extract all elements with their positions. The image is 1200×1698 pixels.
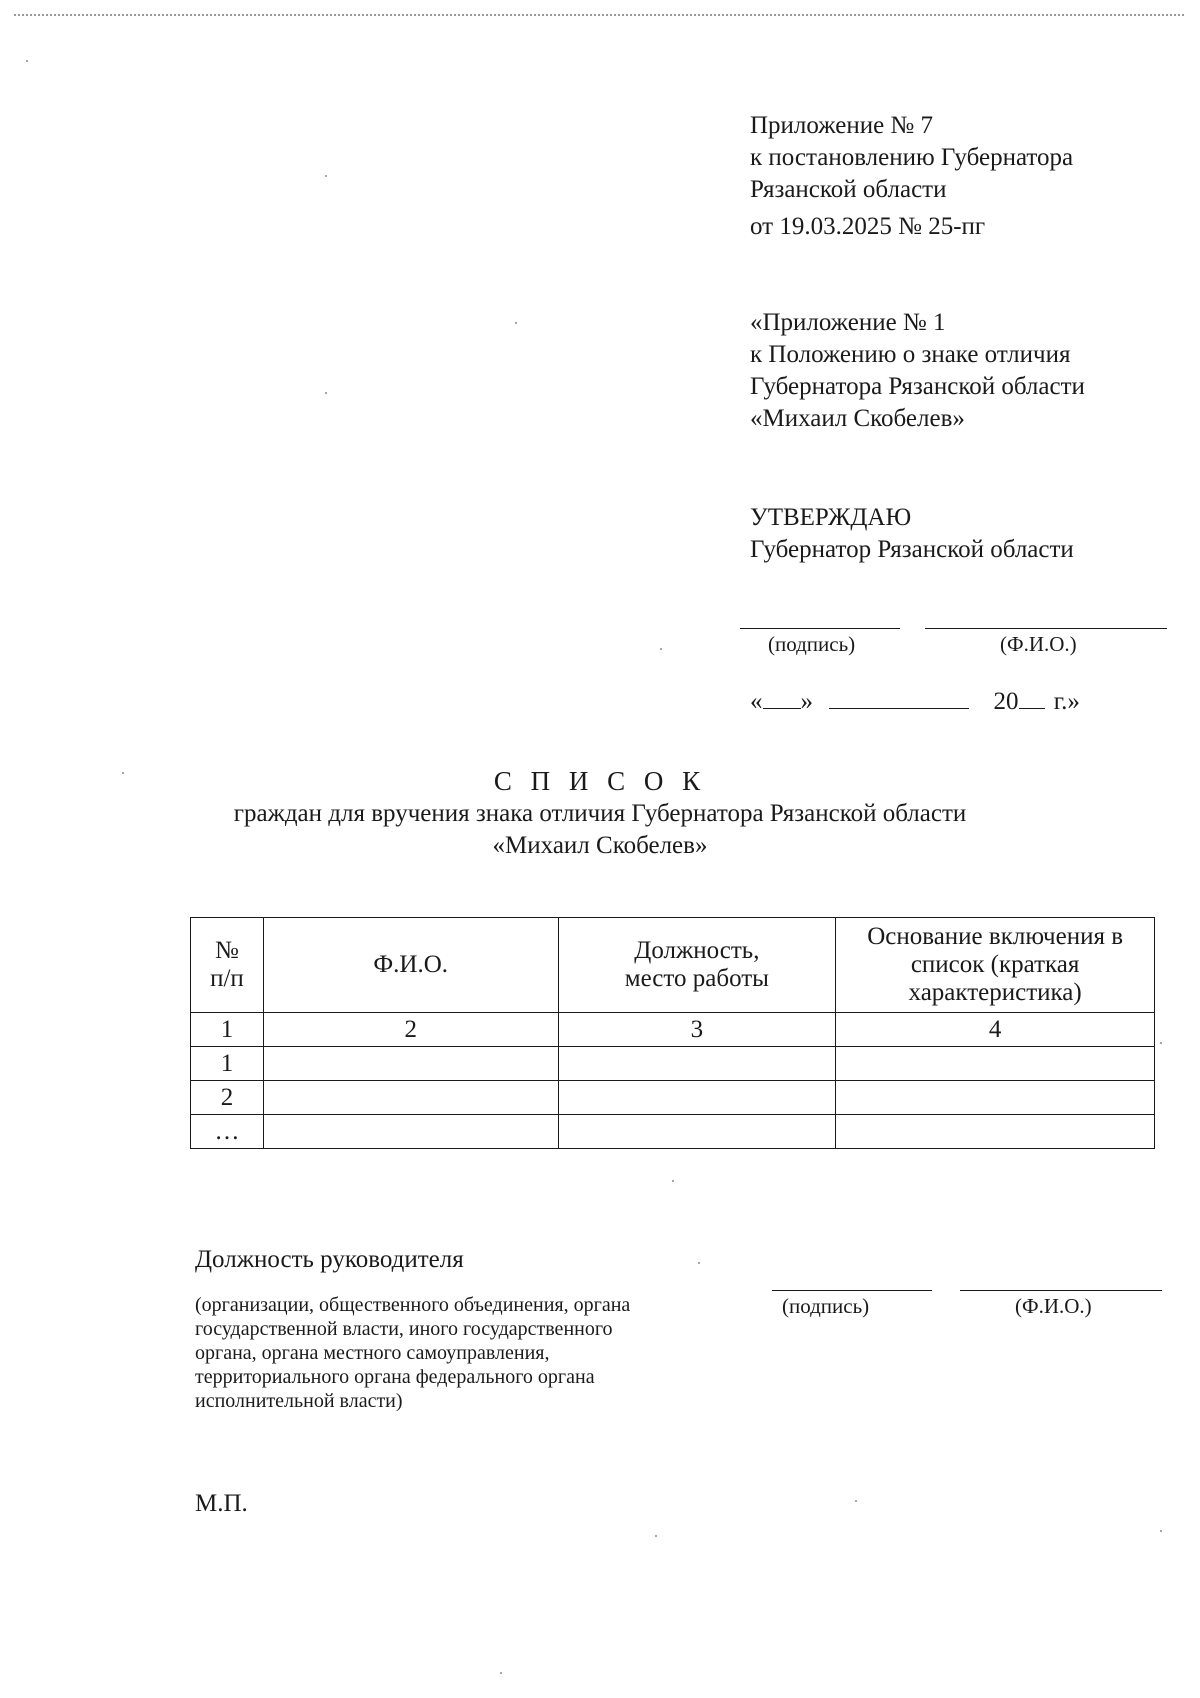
header-number-line: п/п	[210, 965, 244, 992]
column-number-cell: 3	[558, 1013, 836, 1047]
approval-block	[750, 502, 1074, 566]
scan-speck	[660, 648, 662, 650]
footer-fio-caption: (Ф.И.О.)	[1015, 1294, 1092, 1318]
date-year-blank	[1019, 686, 1045, 709]
column-number-cell: 4	[836, 1013, 1155, 1047]
column-number-cell: 2	[263, 1013, 558, 1047]
date-open-quote: «	[750, 688, 763, 715]
footer-fio-line	[960, 1290, 1162, 1291]
fio-line	[925, 628, 1167, 629]
scan-speck	[325, 392, 327, 394]
scan-speck	[672, 1180, 674, 1182]
annex-line: к Положению о знаке отличия	[750, 341, 1071, 368]
scan-speck	[500, 1672, 502, 1674]
header-basis-line: список (краткая	[910, 951, 1080, 978]
head-position-note	[195, 1293, 630, 1413]
header-position-line: Должность,	[634, 937, 760, 964]
fio-caption: (Ф.И.О.)	[1000, 632, 1077, 656]
row-number: 2	[191, 1081, 264, 1115]
recipients-table	[190, 917, 1155, 1149]
header-number-line: №	[215, 937, 239, 964]
approval-date	[750, 686, 1080, 716]
date-day-blank	[763, 686, 801, 709]
row-position-cell	[558, 1115, 836, 1149]
stamp-place: М.П.	[195, 1490, 248, 1517]
head-note-line: государственной власти, иного государственного	[195, 1318, 613, 1340]
scan-speck	[26, 60, 28, 62]
appendix-line: Рязанской области	[750, 176, 947, 203]
appendix-block	[750, 110, 1073, 243]
column-number-cell: 1	[191, 1013, 264, 1047]
date-month-blank	[829, 686, 969, 709]
date-close-quote: »	[800, 688, 813, 715]
approval-heading: УТВЕРЖДАЮ	[750, 504, 912, 531]
appendix-date-line: от 19.03.2025 № 25-пг	[750, 213, 986, 240]
row-position-cell	[558, 1081, 836, 1115]
scan-speck	[325, 175, 327, 177]
list-subtitle: «Михаил Скобелев»	[492, 832, 708, 859]
scan-speck	[515, 322, 517, 324]
appendix-line: Приложение № 7	[750, 112, 934, 139]
scan-speck	[1160, 1042, 1162, 1044]
list-subtitle: граждан для вручения знака отличия Губернатора Рязанской области	[233, 800, 967, 827]
header-fio: Ф.И.О.	[263, 918, 558, 1013]
list-title: С П И С О К	[493, 766, 707, 796]
header-basis-line: характеристика)	[908, 979, 1082, 1006]
head-note-line: территориального органа федерального органа	[195, 1366, 595, 1388]
row-number: …	[191, 1115, 264, 1149]
approval-line: Губернатор Рязанской области	[750, 536, 1074, 563]
header-position	[558, 918, 836, 1013]
row-fio-cell	[263, 1081, 558, 1115]
head-note-line: исполнительной власти)	[195, 1390, 403, 1412]
header-basis	[836, 918, 1155, 1013]
row-fio-cell	[263, 1115, 558, 1149]
signature-caption: (подпись)	[768, 632, 856, 656]
row-basis-cell	[836, 1047, 1155, 1081]
column-number-row	[191, 1013, 1155, 1047]
scan-speck	[1160, 1530, 1162, 1532]
date-year-suffix: г.»	[1053, 688, 1080, 715]
row-number: 1	[191, 1047, 264, 1081]
row-fio-cell	[263, 1047, 558, 1081]
footer-signature-line	[772, 1290, 932, 1291]
list-title-block	[0, 764, 1200, 862]
annex-line: «Михаил Скобелев»	[750, 405, 965, 432]
annex-line: «Приложение № 1	[750, 309, 946, 336]
table-row	[191, 1081, 1155, 1115]
row-basis-cell	[836, 1081, 1155, 1115]
date-year-prefix: 20	[993, 688, 1019, 715]
scan-speck	[655, 1535, 657, 1537]
header-position-line: место работы	[624, 965, 769, 992]
row-position-cell	[558, 1047, 836, 1081]
annex-line: Губернатора Рязанской области	[750, 373, 1085, 400]
scan-edge-artifact	[14, 14, 1184, 16]
table-row	[191, 1047, 1155, 1081]
annex-block	[750, 307, 1085, 435]
signature-line	[740, 628, 900, 629]
table-row	[191, 1115, 1155, 1149]
table-header-row	[191, 918, 1155, 1013]
head-note-line: органа, органа местного самоуправления,	[195, 1342, 550, 1364]
head-note-line: (организации, общественного объединения, органа	[195, 1294, 631, 1316]
footer-signature-caption: (подпись)	[782, 1294, 870, 1318]
header-basis-line: Основание включения в	[867, 923, 1124, 950]
scan-speck	[698, 1262, 700, 1264]
appendix-line: к постановлению Губернатора	[750, 144, 1074, 171]
header-number	[191, 918, 264, 1013]
row-basis-cell	[836, 1115, 1155, 1149]
scan-speck	[855, 1500, 857, 1502]
head-position-title: Должность руководителя	[195, 1246, 464, 1273]
